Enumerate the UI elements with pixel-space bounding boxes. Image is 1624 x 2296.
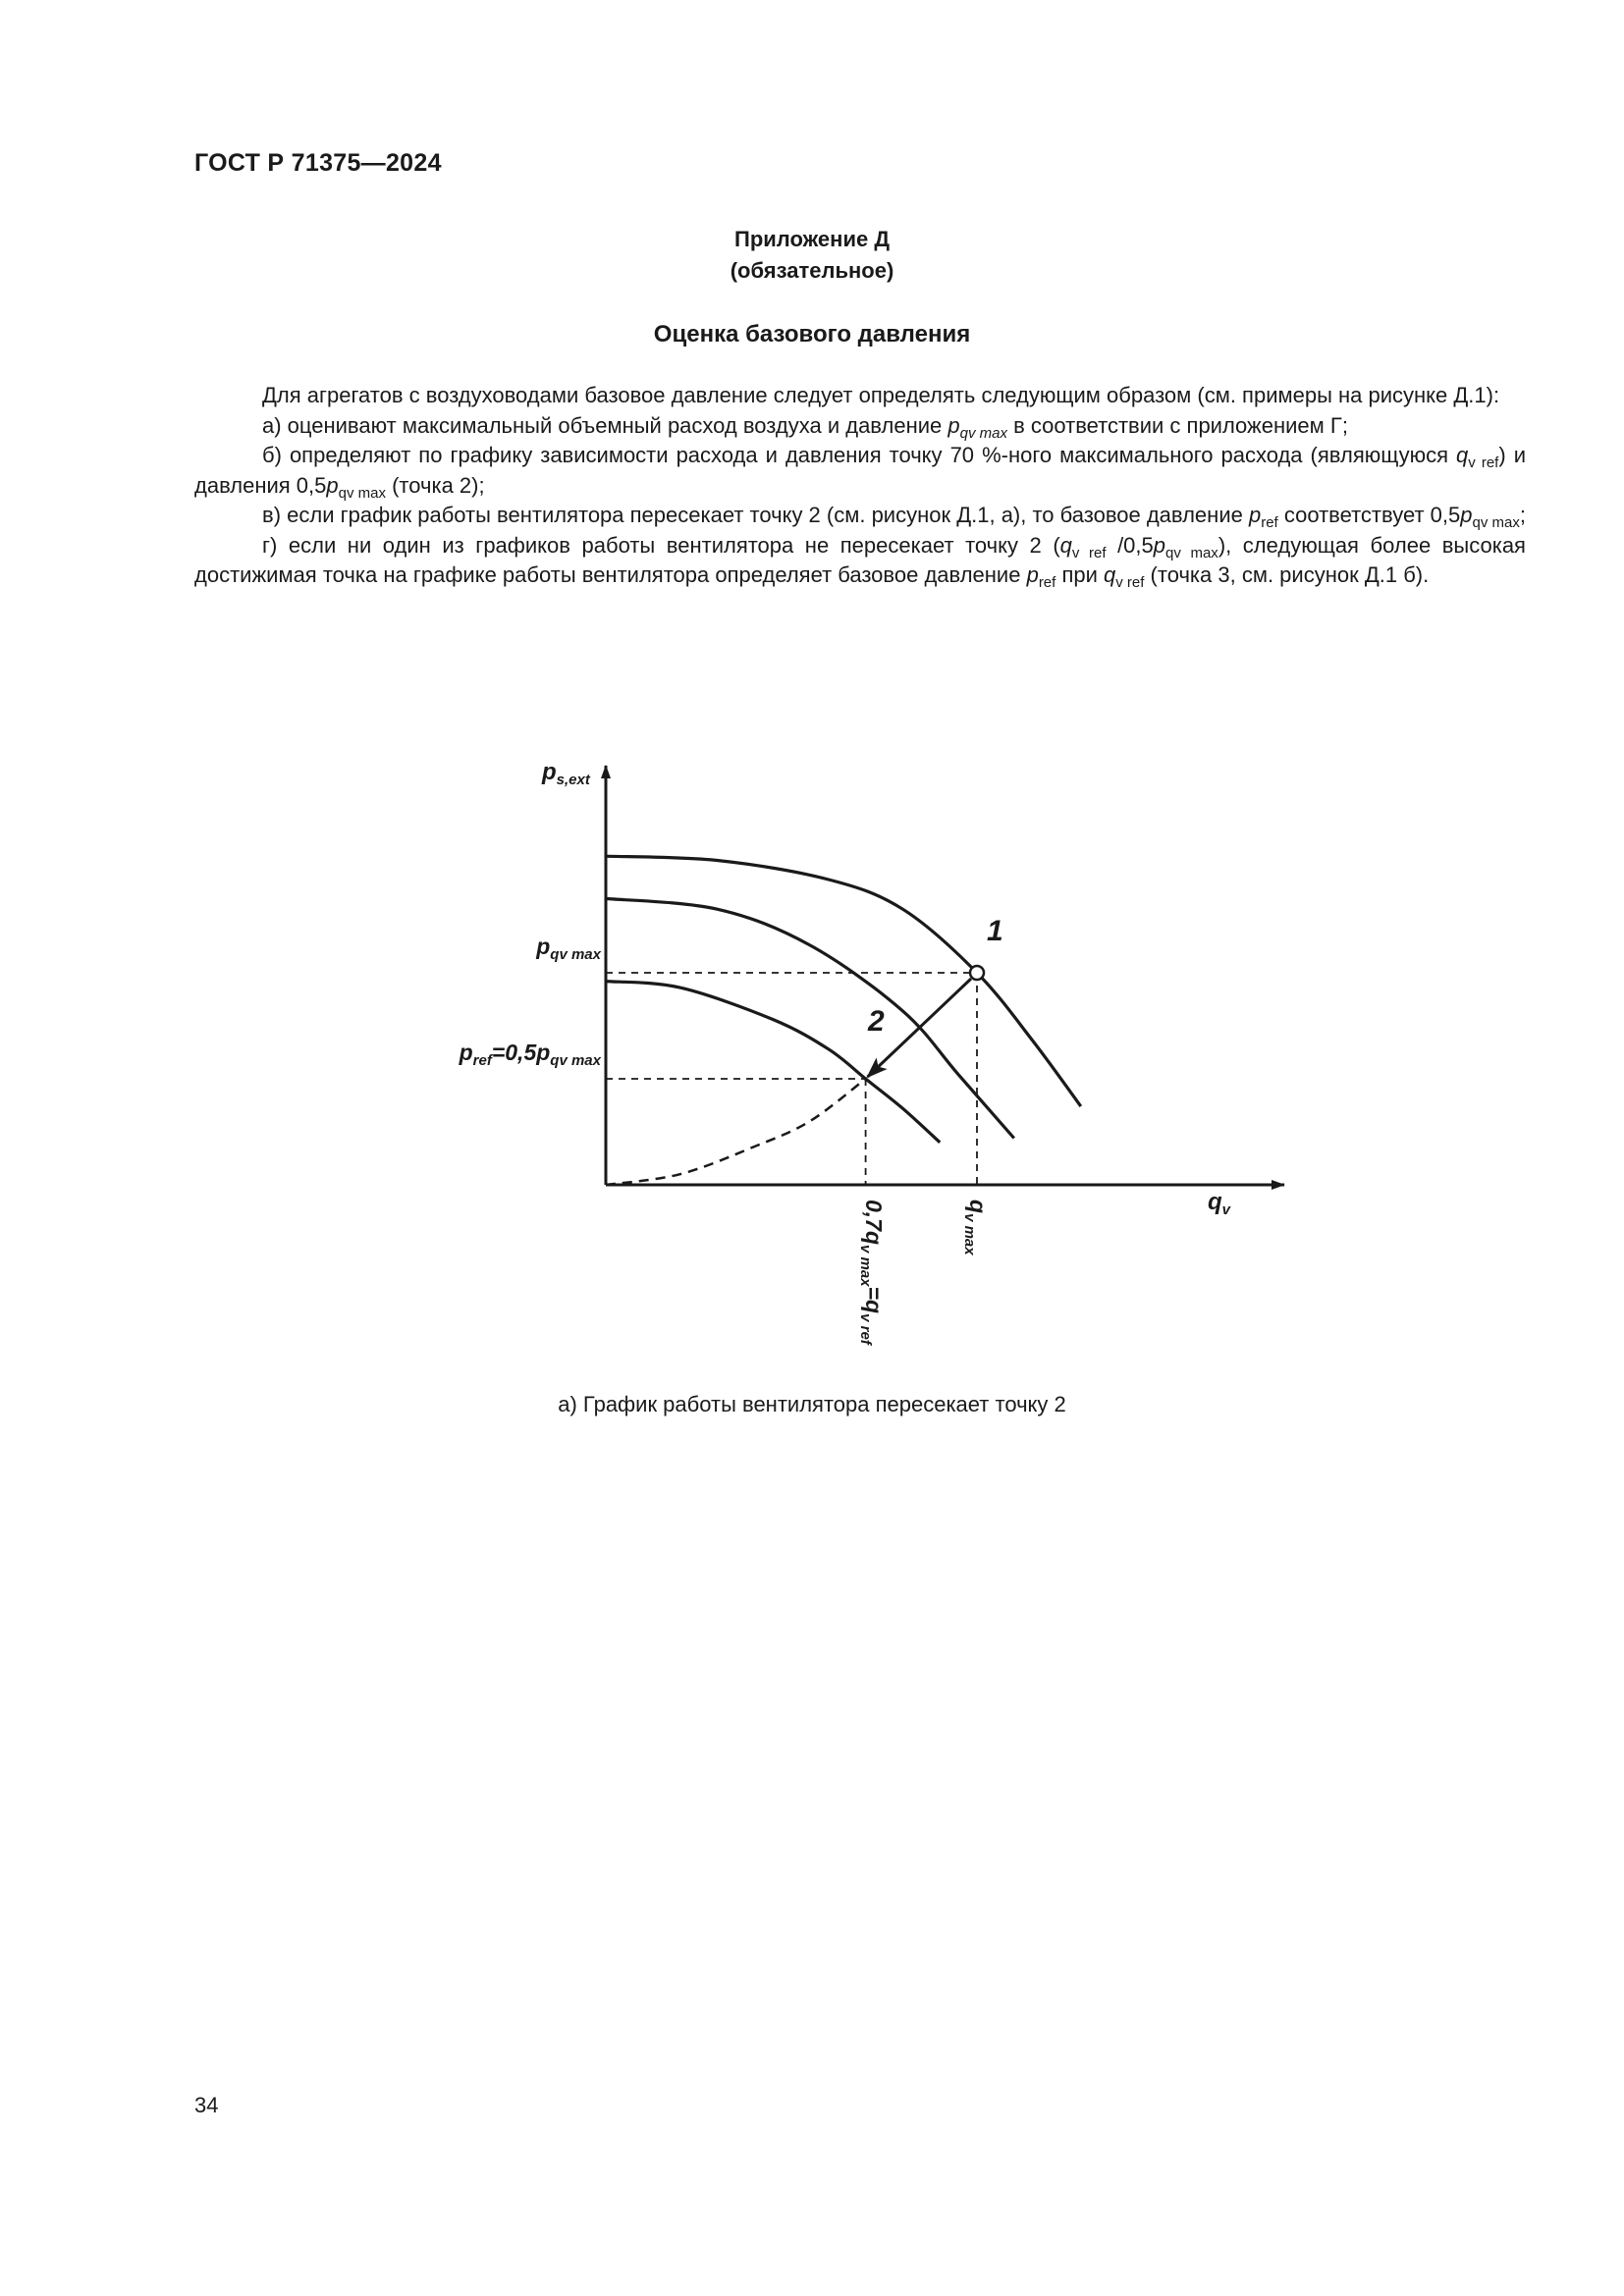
- appendix-title: Приложение Д: [734, 227, 890, 251]
- paragraph-c: в) если график работы вентилятора пересекает точку 2 (см. рисунок Д.1, а), то базовое давление $p_{ref}$ соответствует $0,5p_{qv max}$;: [262, 503, 1526, 531]
- point-label-1: 1: [987, 915, 1003, 947]
- fan-curve-line-1: [606, 856, 1081, 1106]
- appendix-status: (обязательное): [730, 258, 894, 283]
- paragraph-intro: Для агрегатов с воздуховодами базовое давление следует определять следующим образом (см. примеры на рисунке Д.1):: [262, 383, 1500, 407]
- paragraph-b: б) определяют по графику зависимости расхода и давления точку 70 %-ного максимального расхода (являющуюся $q_{v ref}$) и давления $0,5p_{qv max}$ (точка 2);: [194, 443, 1526, 502]
- section-title: Оценка базового давления: [653, 321, 971, 347]
- page-number: 34: [194, 2093, 219, 2117]
- y-tick-label-pref: $p_{ref}=0,5p_{qv max}$: [459, 1040, 601, 1069]
- fan-curve-line-2: [606, 898, 1014, 1138]
- system-curve-line: [606, 1079, 866, 1185]
- paragraph-d: г) если ни один из графиков работы вентилятора не пересекает точку 2 ($q_{v ref}$ $/0,5p_{qv max}$), следующая более высокая достижимая точка на графике работы вентилятора определяет базовое давление $p_{ref}$ при $q_{v ref}$ (точка 3, см. рисунок Д.1 б).: [194, 532, 1526, 591]
- paragraph-a: а) оценивают максимальный объемный расход воздуха и давление $p_{qv max}$ в соответствии с приложением Г;: [262, 412, 1348, 442]
- x-axis-label: $q_v$: [1208, 1189, 1231, 1218]
- y-tick-label-pqvmax: $p_{qv max}$: [536, 934, 601, 963]
- document-code: ГОСТ Р 71375—2024: [194, 149, 442, 177]
- x-tick-label-qvmax: $q_{v max}$: [961, 1200, 991, 1255]
- fan-curve-line-3: [606, 982, 940, 1143]
- point-label-2: 2: [868, 1005, 885, 1038]
- x-tick-label-qvref: $0,7q_{v max}=q_{v ref}$: [857, 1200, 887, 1345]
- y-axis-label: $p_{s,ext}$: [542, 759, 590, 788]
- point-1-marker: [970, 966, 984, 980]
- figure-caption: а) График работы вентилятора пересекает точку 2: [558, 1392, 1066, 1416]
